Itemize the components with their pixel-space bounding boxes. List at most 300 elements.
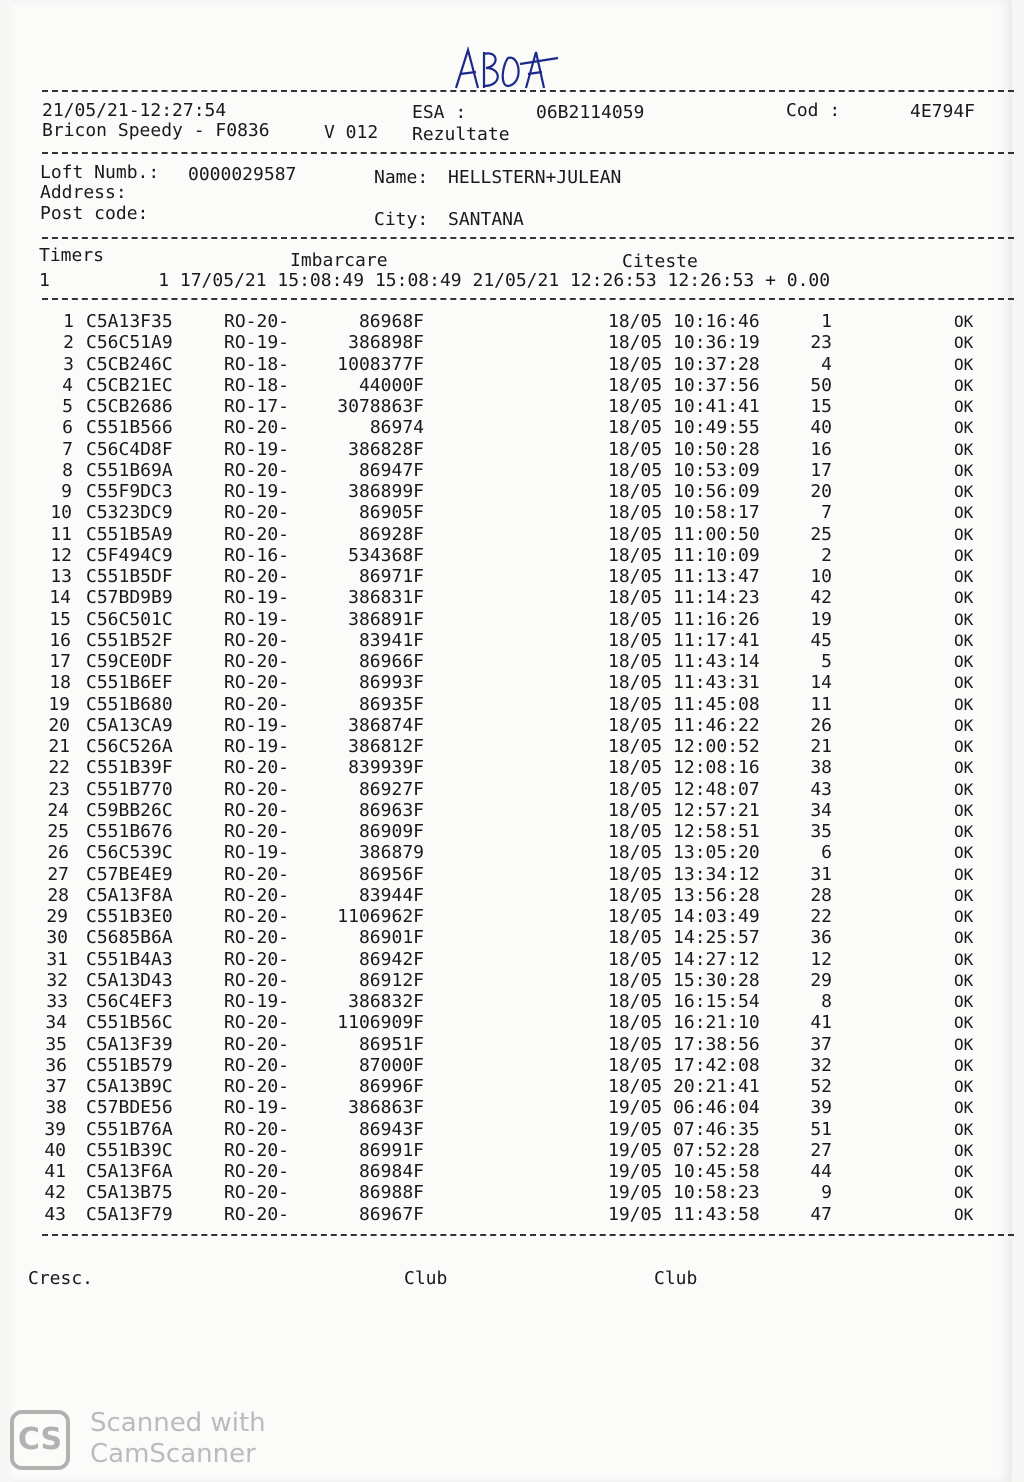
position: 47 [810,1203,832,1225]
ring-number: 386863F [348,1097,424,1119]
status: OK [954,545,974,565]
arrival-time: 18/05 10:36:19 [608,332,760,354]
position: 38 [810,757,832,779]
row-index: 1 [63,311,74,332]
table-row [12,885,1012,906]
arrival-time: 18/05 10:58:17 [608,502,760,524]
ring-chip-id: C5CB21EC [86,374,173,396]
ring-prefix: RO-20- [224,523,290,545]
arrival-time: 18/05 12:58:51 [608,821,760,842]
status: OK [954,460,974,480]
position: 10 [810,566,832,587]
ring-number: 86984F [358,1161,424,1182]
position: 52 [810,1076,832,1097]
status: OK [954,1034,974,1054]
owner-name: HELLSTERN+JULEAN [448,167,622,188]
status: OK [954,673,974,693]
row-index: 37 [45,1076,67,1097]
status: OK [954,609,974,629]
arrival-time: 18/05 12:57:21 [608,799,760,821]
ring-prefix: RO-19- [224,714,290,736]
ring-number: 3078863F [337,396,424,417]
arrival-time: 18/05 14:27:12 [608,948,760,970]
row-index: 18 [49,672,71,694]
arrival-time: 18/05 15:30:28 [608,969,760,991]
ring-chip-id: C551B52F [86,629,173,651]
ring-number: 86942F [358,948,424,970]
watermark-line-2: CamScanner [90,1439,256,1469]
arrival-time: 19/05 06:46:04 [608,1097,760,1119]
status: OK [954,375,974,395]
ring-chip-id: C551B579 [86,1054,173,1076]
position: 4 [821,353,832,375]
table-row [12,1161,1012,1182]
position: 5 [821,651,832,672]
ring-chip-id: C551B6EF [86,672,173,694]
position: 51 [810,1118,832,1140]
ring-number: 86956F [358,863,424,885]
device-name: Bricon Speedy - F0836 [42,120,270,141]
table-row [12,566,1012,587]
ring-prefix: RO-20- [224,1033,290,1055]
ring-chip-id: C551B566 [86,417,173,439]
ring-number: 86993F [358,672,424,694]
status: OK [954,1119,974,1139]
cod-label: Cod : [786,100,841,121]
arrival-time: 18/05 12:00:52 [608,736,760,757]
ring-chip-id: C551B5DF [86,566,173,587]
row-index: 34 [45,1012,67,1034]
ring-chip-id: C5323DC9 [86,502,173,524]
table-row [12,439,1012,460]
timers-label: Timers [39,245,105,266]
table-row [12,609,1012,630]
row-index: 21 [48,736,70,757]
ring-prefix: RO-19- [224,1097,290,1119]
ring-chip-id: C551B676 [86,821,173,842]
row-index: 36 [45,1054,67,1076]
arrival-time: 18/05 11:10:09 [608,544,760,566]
ring-prefix: RO-20- [224,778,290,800]
ring-prefix: RO-20- [224,821,290,842]
row-index: 16 [49,629,71,651]
position: 22 [810,906,832,927]
handwritten-annotation [450,44,560,94]
status: OK [954,333,974,353]
esa-value: 06B2114059 [536,102,645,123]
row-index: 7 [62,438,73,460]
ring-chip-id: C5A13B9C [86,1076,173,1097]
row-index: 27 [47,863,69,885]
status: OK [954,843,974,863]
row-index: 15 [49,608,71,630]
row-index: 35 [45,1033,67,1055]
status: OK [954,992,974,1011]
arrival-time: 18/05 17:42:08 [608,1054,760,1076]
position: 28 [810,884,832,906]
ring-number: 86951F [358,1033,424,1055]
position: 17 [810,459,832,481]
version: V 012 [324,122,379,143]
ring-prefix: RO-19- [224,438,290,460]
arrival-time: 19/05 07:46:35 [608,1118,760,1140]
arrival-time: 18/05 11:16:26 [608,608,760,630]
ring-prefix: RO-20- [224,459,290,481]
status: OK [954,1098,974,1118]
position: 43 [810,778,832,800]
status: OK [954,567,974,586]
status: OK [954,800,974,820]
row-index: 31 [46,948,68,970]
arrival-time: 19/05 10:58:23 [608,1182,760,1204]
table-row [12,481,1012,502]
report-datetime: 21/05/21-12:27:54 [42,100,227,121]
arrival-time: 18/05 11:43:14 [608,651,760,672]
table-row [12,927,1012,948]
arrival-time: 19/05 07:52:28 [608,1139,760,1161]
ring-chip-id: C59CE0DF [86,651,173,672]
ring-number: 386879 [358,842,424,864]
position: 15 [810,396,832,417]
ring-number: 86927F [358,778,424,800]
ring-prefix: RO-20- [224,906,290,927]
ring-number: 86968F [358,311,424,332]
arrival-time: 18/05 13:34:12 [608,863,760,885]
ring-prefix: RO-20- [224,757,290,779]
position: 6 [821,842,832,864]
ring-chip-id: C551B39F [86,757,173,779]
ring-number: 86909F [358,821,424,842]
position: 41 [810,1012,832,1034]
ring-chip-id: C57BDE56 [86,1097,173,1119]
table-row [12,332,1012,353]
arrival-time: 18/05 10:37:28 [608,353,760,375]
status: OK [954,949,974,969]
timers-line: 1 1 17/05/21 15:08:49 15:08:49 21/05/21 12:26:53 12:26:53 + 0.00 [39,270,831,291]
ring-prefix: RO-19- [224,332,290,354]
position: 2 [821,544,832,566]
status: OK [954,715,974,735]
ring-prefix: RO-20- [224,1054,290,1076]
rezultate-label: Rezultate [412,124,510,145]
position: 7 [821,502,832,524]
table-row [12,1140,1012,1161]
club-label-2: Club [654,1268,698,1289]
ring-prefix: RO-19- [224,991,290,1012]
ring-number: 386812F [348,736,424,757]
arrival-time: 18/05 10:50:28 [608,438,760,460]
position: 34 [810,799,832,821]
status: OK [954,588,974,608]
ring-chip-id: C5685B6A [86,927,173,949]
ring-chip-id: C551B770 [86,778,173,800]
row-index: 10 [50,502,72,524]
position: 32 [810,1054,832,1076]
ring-prefix: RO-19- [224,736,290,757]
row-index: 23 [48,778,70,800]
ring-chip-id: C55F9DC3 [86,481,173,502]
arrival-time: 18/05 10:37:56 [608,374,760,396]
arrival-time: 18/05 12:08:16 [608,757,760,779]
ring-chip-id: C5A13D43 [86,969,173,991]
position: 19 [810,608,832,630]
ring-number: 86943F [358,1118,424,1140]
ring-number: 86988F [358,1182,424,1204]
row-index: 25 [47,821,69,842]
table-row [12,736,1012,757]
ring-number: 86912F [358,969,424,991]
ring-number: 534368F [348,544,424,566]
table-row [12,715,1012,736]
position: 16 [810,438,832,460]
table-row [12,757,1012,778]
status: OK [954,1013,974,1033]
arrival-time: 18/05 11:46:22 [608,714,760,736]
arrival-time: 18/05 11:00:50 [608,523,760,545]
ring-number: 1008377F [337,353,424,375]
table-row [12,1204,1012,1225]
arrival-time: 18/05 14:03:49 [608,906,760,927]
ring-prefix: RO-20- [224,863,290,885]
ring-number: 86971F [358,566,424,587]
row-index: 22 [48,757,70,779]
arrival-time: 18/05 10:53:09 [608,459,760,481]
status: OK [954,439,974,459]
ring-number: 1106962F [337,906,424,927]
ring-chip-id: C56C526A [86,736,173,757]
ring-prefix: RO-19- [224,481,290,502]
table-row [12,311,1012,332]
row-index: 6 [62,417,73,439]
ring-prefix: RO-20- [224,1118,290,1140]
ring-chip-id: C57BE4E9 [86,863,173,885]
cresc-label: Cresc. [28,1268,94,1289]
status: OK [954,885,974,905]
ring-prefix: RO-20- [224,417,290,439]
ring-chip-id: C5CB2686 [86,396,173,417]
name-label: Name: [374,167,429,188]
row-index: 30 [46,927,68,949]
ring-chip-id: C5A13CA9 [86,714,173,736]
status: OK [954,737,974,756]
table-row [12,1012,1012,1033]
status: OK [954,758,974,778]
table-row [12,842,1012,863]
position: 26 [810,714,832,736]
loft-number: 0000029587 [188,164,297,185]
arrival-time: 18/05 11:45:08 [608,693,760,715]
row-index: 9 [61,481,72,502]
arrival-time: 19/05 10:45:58 [608,1161,760,1182]
table-row [12,864,1012,885]
arrival-time: 18/05 16:21:10 [608,1012,760,1034]
status: OK [954,630,974,650]
row-index: 40 [44,1139,66,1161]
position: 40 [810,417,832,439]
ring-prefix: RO-20- [224,1182,290,1204]
ring-number: 386828F [348,438,424,460]
ring-prefix: RO-20- [224,1203,290,1225]
ring-number: 386831F [348,587,424,609]
position: 11 [810,693,832,715]
ring-prefix: RO-20- [224,311,290,332]
arrival-time: 18/05 16:15:54 [608,991,760,1012]
esa-label: ESA : [412,102,467,123]
row-index: 41 [44,1161,66,1182]
table-row [12,800,1012,821]
arrival-time: 19/05 11:43:58 [608,1203,760,1225]
position: 14 [810,672,832,694]
status: OK [954,503,974,523]
table-row [12,672,1012,693]
status: OK [954,524,974,544]
table-row [12,779,1012,800]
arrival-time: 18/05 11:14:23 [608,587,760,609]
ring-chip-id: C551B3E0 [86,906,173,927]
position: 39 [810,1097,832,1119]
citeste-label: Citeste [622,251,698,272]
row-index: 2 [63,332,74,354]
ring-number: 86928F [358,523,424,545]
table-row [12,1119,1012,1140]
city-value: SANTANA [448,209,524,230]
status: OK [954,1183,974,1203]
table-row [12,906,1012,927]
row-index: 38 [45,1097,67,1119]
ring-chip-id: C5F494C9 [86,544,173,566]
position: 35 [810,821,832,842]
ring-chip-id: C551B56C [86,1012,173,1034]
status: OK [954,1140,974,1160]
position: 20 [810,481,832,502]
ring-number: 1106909F [337,1012,424,1034]
ring-chip-id: C551B5A9 [86,523,173,545]
status: OK [954,1204,974,1224]
table-row [12,375,1012,396]
row-index: 17 [49,651,71,672]
status: OK [954,312,974,331]
status: OK [954,822,974,841]
ring-number: 86963F [358,799,424,821]
ring-chip-id: C551B76A [86,1118,173,1140]
ring-chip-id: C5A13F6A [86,1161,173,1182]
table-row [12,821,1012,842]
ring-number: 86967F [358,1203,424,1225]
row-index: 43 [44,1203,66,1225]
ring-prefix: RO-20- [224,948,290,970]
row-index: 32 [46,969,68,991]
ring-prefix: RO-20- [224,502,290,524]
status: OK [954,928,974,948]
table-row [12,587,1012,608]
watermark-text [90,1408,266,1470]
address-label: Address: [40,182,127,203]
table-row [12,1097,1012,1118]
arrival-time: 18/05 10:56:09 [608,481,760,502]
position: 50 [810,374,832,396]
row-index: 11 [50,523,72,545]
position: 12 [810,948,832,970]
status: OK [954,482,974,501]
position: 8 [821,991,832,1012]
position: 45 [810,629,832,651]
ring-prefix: RO-20- [224,927,290,949]
loft-label: Loft Numb.: [40,162,160,183]
status: OK [954,864,974,884]
ring-number: 83944F [358,884,424,906]
ring-number: 86996F [358,1076,424,1097]
arrival-time: 18/05 11:17:41 [608,629,760,651]
arrival-time: 18/05 10:16:46 [608,311,760,332]
table-row [12,545,1012,566]
ring-chip-id: C57BD9B9 [86,587,173,609]
ring-chip-id: C5A13F35 [86,311,173,332]
row-index: 13 [50,566,72,587]
row-index: 8 [62,459,73,481]
table-row [12,396,1012,417]
status: OK [954,418,974,438]
ring-number: 386898F [348,332,424,354]
table-row [12,991,1012,1012]
ring-chip-id: C56C4D8F [86,438,173,460]
ring-number: 87000F [358,1054,424,1076]
status: OK [954,907,974,926]
ring-number: 386832F [348,991,424,1012]
arrival-time: 18/05 12:48:07 [608,778,760,800]
ring-number: 839939F [348,757,424,779]
row-index: 29 [46,906,68,927]
ring-chip-id: C5A13B75 [86,1182,173,1204]
status: OK [954,779,974,799]
ring-prefix: RO-20- [224,1076,290,1097]
camscanner-watermark [10,1408,280,1474]
ring-chip-id: C5A13F39 [86,1033,173,1055]
position: 42 [810,587,832,609]
ring-prefix: RO-20- [224,1139,290,1161]
row-index: 5 [62,396,73,417]
arrival-time: 18/05 11:43:31 [608,672,760,694]
status: OK [954,397,974,416]
ring-prefix: RO-20- [224,884,290,906]
position: 37 [810,1033,832,1055]
table-row [12,651,1012,672]
ring-chip-id: C5A13F79 [86,1203,173,1225]
club-label-1: Club [404,1268,448,1289]
ring-prefix: RO-20- [224,629,290,651]
ring-number: 386874F [348,714,424,736]
row-index: 26 [47,842,69,864]
row-index: 39 [44,1118,66,1140]
table-row [12,354,1012,375]
ring-chip-id: C56C4EF3 [86,991,173,1012]
ring-chip-id: C56C51A9 [86,332,173,354]
ring-prefix: RO-19- [224,842,290,864]
row-index: 19 [48,693,70,715]
ring-number: 86991F [358,1139,424,1161]
ring-prefix: RO-19- [224,608,290,630]
city-label: City: [374,209,429,230]
arrival-time: 18/05 13:56:28 [608,884,760,906]
table-row [12,630,1012,651]
table-row [12,524,1012,545]
ring-number: 86901F [358,927,424,949]
arrival-time: 18/05 17:38:56 [608,1033,760,1055]
position: 25 [810,523,832,545]
ring-prefix: RO-20- [224,969,290,991]
table-row [12,970,1012,991]
ring-number: 86905F [358,502,424,524]
postcode-label: Post code: [40,203,149,224]
